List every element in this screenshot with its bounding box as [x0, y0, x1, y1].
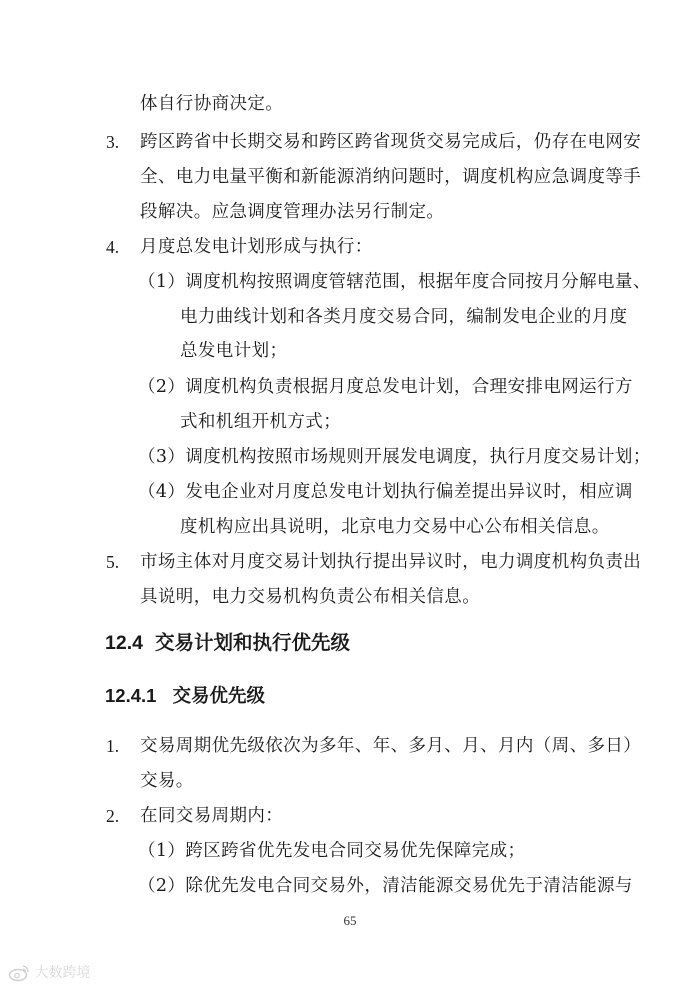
list-number: 4.: [106, 237, 120, 257]
text-line: 段解决。应急调度管理办法另行制定。: [140, 202, 445, 222]
text-line: 在同交易周期内：: [140, 806, 284, 826]
list-number: 2.: [106, 806, 120, 826]
section-heading: [105, 630, 350, 656]
sub-item-line: 式和机组开机方式；: [180, 412, 342, 432]
list-number: 3.: [106, 132, 120, 152]
sub-item-line: （1）跨区跨省优先发电合同交易优先保障完成；: [138, 841, 526, 861]
sub-item-line: 总发电计划；: [180, 341, 288, 361]
text-line: 月度总发电计划形成与执行：: [140, 237, 373, 257]
text-line: 跨区跨省中长期交易和跨区跨省现货交易完成后，仍存在电网安: [140, 132, 642, 152]
sub-item-line: （1）调度机构按照调度管辖范围，根据年度合同按月分解电量、: [138, 272, 651, 292]
sub-item-line: （3）调度机构按照市场规则开展发电调度，执行月度交易计划；: [138, 447, 651, 467]
text-line: 市场主体对月度交易计划执行提出异议时，电力调度机构负责出: [140, 552, 642, 572]
sub-item-line: （2）调度机构负责根据月度总发电计划，合理安排电网运行方: [138, 377, 633, 397]
text-line: 全、电力电量平衡和新能源消纳问题时，调度机构应急调度等手: [140, 167, 642, 187]
subsection-heading: [105, 683, 265, 710]
watermark-text: 大数跨境: [34, 965, 91, 981]
text-line: 交易。: [140, 771, 194, 791]
list-number: 1.: [106, 736, 120, 756]
sub-item-line: 电力曲线计划和各类月度交易合同，编制发电企业的月度: [180, 307, 628, 327]
text-line: 交易周期优先级依次为多年、年、多月、月、月内（周、多日）: [140, 736, 642, 756]
sub-item-line: （2）除优先发电合同交易外，清洁能源交易优先于清洁能源与: [138, 876, 633, 896]
section-number: 12.4: [105, 632, 143, 654]
subsection-title: 交易优先级: [172, 686, 265, 707]
list-number: 5.: [106, 552, 120, 572]
text-line: 具说明，电力交易机构负责公布相关信息。: [140, 587, 481, 607]
weibo-logo-icon: [8, 965, 34, 981]
sub-item-line: 度机构应出具说明，北京电力交易中心公布相关信息。: [180, 517, 610, 537]
watermark: [8, 962, 90, 982]
text-line: 体自行协商决定。: [140, 94, 284, 114]
sub-item-line: （4）发电企业对月度总发电计划执行偏差提出异议时，相应调: [138, 482, 633, 502]
subsection-number: 12.4.1: [105, 685, 157, 706]
section-title: 交易计划和执行优先级: [154, 631, 350, 654]
page-number: 65: [343, 913, 357, 928]
